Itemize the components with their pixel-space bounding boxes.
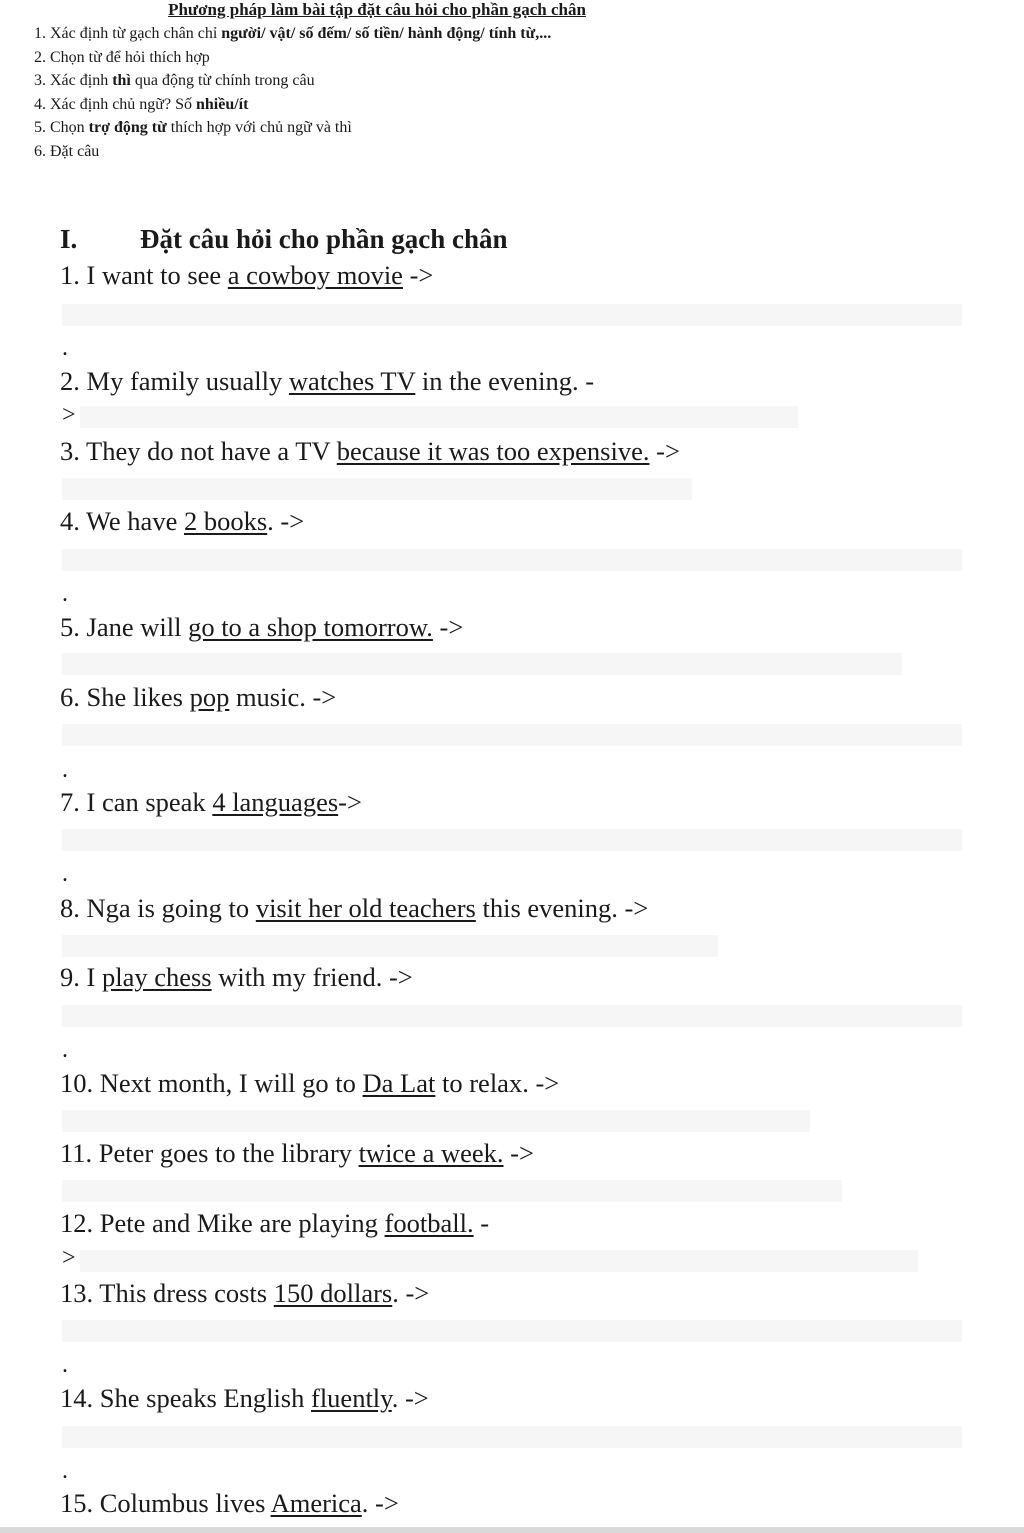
exercise-item [60, 787, 362, 818]
exercise-item [60, 1488, 399, 1519]
guide-steps [34, 22, 551, 163]
guide-step [34, 93, 551, 117]
exercise-item [60, 366, 594, 397]
text-fragment: - [480, 1208, 490, 1238]
text-fragment: 11. [60, 1138, 93, 1168]
text-fragment: qua động từ chính trong câu [134, 72, 315, 89]
underlined-phrase: twice a week. [358, 1138, 504, 1168]
text-fragment: . -> [361, 1488, 399, 1518]
text-fragment: 9. [60, 962, 80, 992]
text-fragment: 5. [60, 612, 80, 642]
text-fragment: 5. [34, 119, 46, 136]
text-fragment: Next month, I will go to [99, 1068, 356, 1098]
text-fragment: Xác định chủ ngữ? Số [50, 95, 192, 113]
text-fragment: Chọn từ để hỏi thích hợp [50, 48, 210, 66]
guide-step [34, 69, 551, 93]
exercise-item [60, 682, 336, 713]
text-fragment: nhiều/ít [195, 95, 249, 113]
underlined-phrase: play chess [101, 962, 212, 992]
exercise-item [60, 1383, 429, 1414]
line-end-period: . [62, 1352, 68, 1378]
underlined-phrase: go to a shop tomorrow. [188, 612, 433, 642]
underlined-phrase: pop [189, 682, 230, 712]
exercise-item [60, 612, 463, 643]
underlined-phrase: visit her old teachers [255, 893, 476, 923]
text-fragment: I want to see [86, 260, 222, 290]
answer-line[interactable] [62, 304, 962, 326]
underlined-phrase: fluently [311, 1383, 392, 1413]
answer-line[interactable] [80, 1250, 918, 1272]
text-fragment: She speaks English [99, 1383, 305, 1413]
text-fragment: người/ vật/ số đếm/ số tiền/ hành động/ tính từ,... [221, 25, 552, 42]
text-fragment: Nga is going to [86, 893, 250, 923]
text-fragment: 4. [34, 95, 46, 113]
exercise-item [60, 1208, 489, 1239]
underlined-phrase: football. [384, 1208, 474, 1238]
text-fragment: 1. [34, 25, 46, 42]
text-fragment: Xác định [50, 72, 109, 89]
line-end-period: . [62, 757, 68, 783]
guide-step [34, 22, 551, 46]
text-fragment: This dress costs [99, 1278, 268, 1308]
underlined-phrase: because it was too expensive. [336, 436, 650, 466]
text-fragment: 14. [60, 1383, 94, 1413]
underlined-phrase: 150 dollars [273, 1278, 393, 1308]
text-fragment: thích hợp với chủ ngữ và thì [170, 119, 352, 136]
line-end-period: . [62, 581, 68, 607]
underlined-phrase: watches TV [288, 366, 416, 396]
text-fragment: -> [338, 787, 362, 817]
text-fragment: My family usually [86, 366, 283, 396]
text-fragment: Đặt câu [50, 142, 100, 160]
text-fragment: They do not have a TV [86, 436, 331, 466]
text-fragment: -> [409, 260, 434, 290]
arrow-tail: > [62, 1245, 76, 1271]
answer-line[interactable] [62, 1180, 842, 1202]
text-fragment: 8. [60, 893, 80, 923]
text-fragment: 3. [34, 72, 46, 89]
line-end-period: . [62, 1458, 68, 1484]
text-fragment: . -> [392, 1278, 430, 1308]
guide-title: Phương pháp làm bài tập đặt câu hỏi cho phần gạch chân [168, 0, 586, 19]
text-fragment: thì [112, 72, 131, 89]
exercise-item [60, 893, 648, 924]
text-fragment: We have [86, 506, 178, 536]
answer-line[interactable] [62, 478, 692, 500]
answer-line[interactable] [62, 829, 962, 851]
answer-line[interactable] [62, 549, 962, 571]
answer-line[interactable] [62, 1110, 810, 1132]
exercise-item [60, 260, 433, 291]
text-fragment: 2. [60, 366, 80, 396]
text-fragment: . -> [391, 1383, 429, 1413]
text-fragment: -> [439, 612, 464, 642]
text-fragment: Pete and Mike are playing [99, 1208, 378, 1238]
answer-line[interactable] [62, 1320, 962, 1342]
answer-line[interactable] [62, 935, 718, 957]
underlined-phrase: 4 languages [212, 787, 339, 817]
guide-step [34, 116, 551, 140]
text-fragment: Columbus lives [99, 1488, 266, 1518]
text-fragment: 13. [60, 1278, 94, 1308]
text-fragment: 15. [60, 1488, 94, 1518]
underlined-phrase: a cowboy movie [227, 260, 403, 290]
exercise-item [60, 506, 304, 537]
text-fragment: trợ động từ [88, 119, 167, 136]
text-fragment: 3. [60, 436, 80, 466]
text-fragment: 6. [34, 142, 46, 160]
text-fragment: Xác định từ gạch chân chỉ [50, 25, 218, 42]
answer-line[interactable] [62, 653, 902, 675]
answer-line[interactable] [62, 1005, 962, 1027]
underlined-phrase: 2 books [183, 506, 268, 536]
text-fragment: I can speak [86, 787, 206, 817]
text-fragment: 1. [60, 260, 80, 290]
text-fragment: . -> [267, 506, 305, 536]
text-fragment: Peter goes to the library [98, 1138, 352, 1168]
text-fragment: She likes [86, 682, 183, 712]
page-bottom-border [0, 1527, 1024, 1533]
text-fragment: to relax. -> [442, 1068, 560, 1098]
section-heading [60, 224, 508, 255]
guide-step [34, 46, 551, 70]
text-fragment: I [86, 962, 96, 992]
arrow-tail: > [62, 402, 76, 428]
text-fragment: -> [656, 436, 680, 466]
text-fragment: Jane will [86, 612, 182, 642]
line-end-period: . [62, 1037, 68, 1063]
answer-line[interactable] [62, 724, 962, 746]
line-end-period: . [62, 861, 68, 887]
answer-line[interactable] [80, 406, 798, 428]
underlined-phrase: America [270, 1488, 362, 1518]
exercise-item [60, 962, 413, 993]
text-fragment: 12. [60, 1208, 94, 1238]
text-fragment: this evening. -> [482, 893, 649, 923]
text-fragment: 10. [60, 1068, 94, 1098]
section-title: Đặt câu hỏi cho phần gạch chân [140, 224, 508, 254]
text-fragment: 4. [60, 506, 80, 536]
exercise-item [60, 1068, 559, 1099]
text-fragment: with my friend. -> [218, 962, 413, 992]
text-fragment: in the evening. - [421, 366, 595, 396]
guide-step [34, 140, 551, 164]
text-fragment: 6. [60, 682, 80, 712]
text-fragment: -> [510, 1138, 534, 1168]
text-fragment: 7. [60, 787, 80, 817]
section-number: I. [60, 224, 78, 254]
underlined-phrase: Da Lat [362, 1068, 436, 1098]
text-fragment: Chọn [50, 119, 85, 136]
line-end-period: . [62, 335, 68, 361]
exercise-item [60, 1138, 534, 1169]
exercise-item [60, 436, 680, 467]
answer-line[interactable] [62, 1426, 962, 1448]
exercise-item [60, 1278, 429, 1309]
text-fragment: music. -> [235, 682, 337, 712]
text-fragment: 2. [34, 48, 46, 66]
